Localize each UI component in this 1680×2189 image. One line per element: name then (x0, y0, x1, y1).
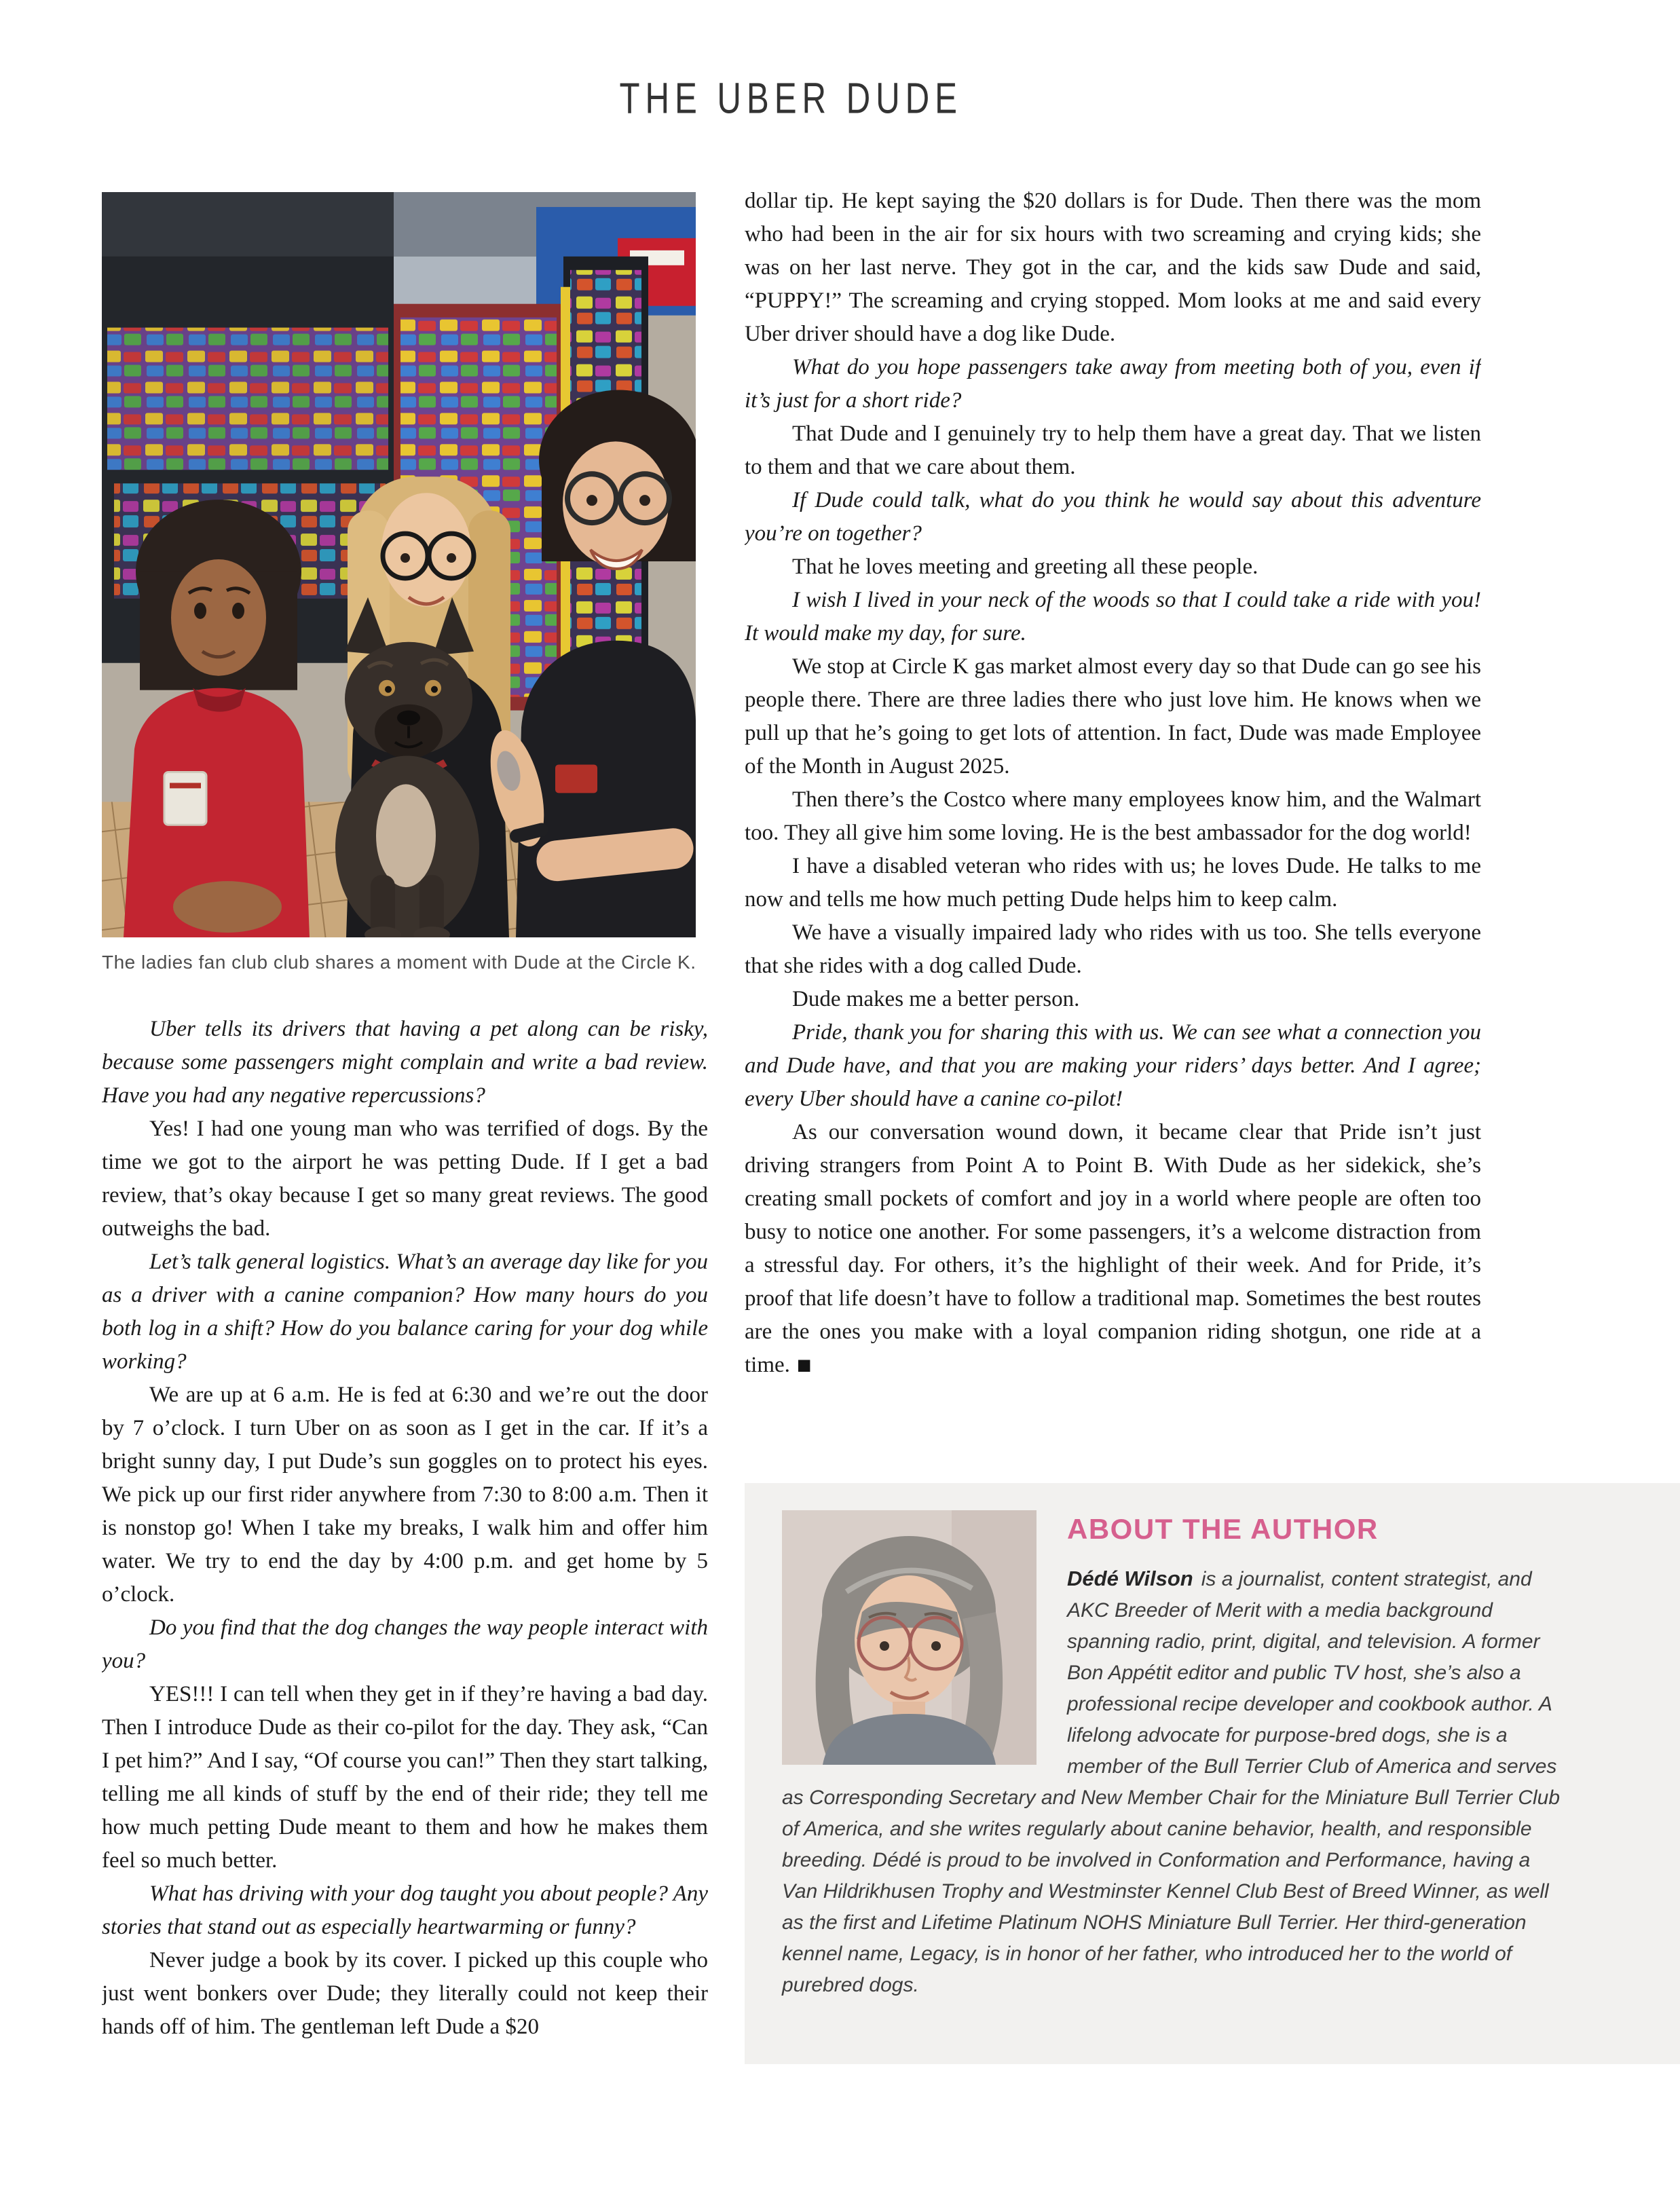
interview-answer: That Dude and I genuinely try to help them have a great day. That we listen to them and that we care about them. (745, 422, 1481, 479)
interview-answer: Never judge a book by its cover. I picked up this couple who just went bonkers over Dude; they literally could not keep their hands off of him. The gentleman left Dude a $20 (102, 1948, 708, 2039)
article-photo (102, 192, 696, 937)
interview-answer: We stop at Circle K gas market almost every day so that Dude can go see his people there. There are three ladies there who just love him. He knows when we pull up that he’s going to get lots of attention. In fact, Dude was made Employee of the Month in August 2025. (745, 654, 1481, 779)
author-name: Dédé Wilson (1067, 1567, 1193, 1590)
interview-question: Let’s talk general logistics. What’s an average day like for you as a driver with a canine companion? How many hours do you both log in a shift? How do you balance caring for your dog while working? (102, 1250, 708, 1374)
interview-answer: Then there’s the Costco where many employees know him, and the Walmart too. They all give him some loving. He is the best ambassador for the dog world! (745, 787, 1481, 845)
interview-answer: We are up at 6 a.m. He is fed at 6:30 and we’re out the door by 7 o’clock. I turn Uber on as soon as I get in the car. If it’s a bright sunny day, I put Dude’s sun goggles on to protect his eyes. We pick up our first rider anywhere from 7:30 to 8:00 a.m. Then it is nonstop go! When I take my breaks, I walk him and offer him water. We try to end the day by 4:00 p.m. and get home by 5 o’clock. (102, 1383, 708, 1607)
interview-question: Pride, thank you for sharing this with us. We can see what a connection you and Dude have, and that you are making your riders’ days better. And I agree; every Uber should have a canine co-pilot! (745, 1020, 1481, 1111)
right-column (745, 185, 1481, 1474)
interview-answer: That he loves meeting and greeting all these people. (792, 555, 1258, 579)
interview-answer: I have a disabled veteran who rides with us; he loves Dude. He talks to me now and tells me how much petting Dude helps him to keep calm. (745, 854, 1481, 912)
interview-question: I wish I lived in your neck of the woods so that I could take a ride with you! It would make my day, for sure. (745, 588, 1481, 646)
interview-answer: Dude makes me a better person. (792, 987, 1080, 1011)
interview-answer: As our conversation wound down, it became clear that Pride isn’t just driving strangers from Point A to Point B. With Dude as her sidekick, she’s creating small pockets of comfort and joy in a world where people are often too busy to notice one another. For some passengers, it’s a welcome distraction from a stressful day. For others, it’s the highlight of their week. And for Pride, it’s proof that life doesn’t have to follow a traditional map. Sometimes the best routes are the ones you make with a loyal companion riding shotgun, one ride at a time. ■ (745, 1120, 1481, 1379)
interview-question: If Dude could talk, what do you think he would say about this adventure you’re on together? (745, 488, 1481, 546)
store-scene-illustration (102, 192, 696, 937)
page-title-text: THE UBER DUDE (619, 73, 963, 123)
page-title (102, 73, 1480, 123)
about-author-box (745, 1483, 1680, 2064)
interview-question: What has driving with your dog taught you about people? Any stories that stand out as especially heartwarming or funny? (102, 1882, 708, 1939)
interview-question: Do you find that the dog changes the way people interact with you? (102, 1615, 708, 1673)
interview-answer: We have a visually impaired lady who rides with us too. She tells everyone that she rides with a dog called Dude. (745, 920, 1481, 978)
interview-question: What do you hope passengers take away from meeting both of you, even if it’s just for a short ride? (745, 355, 1481, 413)
end-mark: ■ (796, 1351, 812, 1379)
woman-red-polo-left (124, 500, 310, 937)
author-bio-text: is a journalist, content strategist, and AKC Breeder of Merit with a media background spanning radio, print, digital, and television. A former Bon Appétit editor and public TV host, she’s also a professional recipe developer and cookbook author. A lifelong advocate for purpose-bred dogs, she is a member of the Bull Terrier Club of America and serves as Corresponding Secretary and New Member Chair for the Miniature Bull Terrier Club of America, and she writes regularly about canine behavior, health, and responsible breeding. Dédé is proud to be involved in Conformation and Performance, having a Van Hildrikhusen Trophy and Westminster Kennel Club Best of Breed Winner, as well as the first and Lifetime Platinum NOHS Miniature Bull Terrier. Her third-generation kennel name, Legacy, is in honor of her father, who introduced her to the world of purebred dogs. (782, 1568, 1561, 1996)
interview-answer: Yes! I had one young man who was terrified of dogs. By the time we got to the airport he was petting Dude. If I get a bad review, that’s okay because I get so many great reviews. The good outweighs the bad. (102, 1117, 708, 1241)
photo-caption: The ladies fan club club shares a moment with Dude at the Circle K. (102, 952, 696, 973)
author-photo (782, 1510, 1037, 1765)
about-heading: ABOUT THE AUTHOR (1067, 1513, 1379, 1545)
interview-question: Uber tells its drivers that having a pet along can be risky, because some passengers might complain and write a bad review. Have you had any negative repercussions? (102, 1017, 708, 1108)
author-portrait-illustration (782, 1510, 1037, 1765)
left-column (102, 1013, 708, 2099)
interview-answer: dollar tip. He kept saying the $20 dollars is for Dude. Then there was the mom who had been in the air for six hours with two screaming and crying kids; she was on her last nerve. They got in the car, and the kids saw Dude and said, “PUPPY!” The screaming and crying stopped. Mom looks at me and said every Uber driver should have a dog like Dude. (745, 189, 1481, 346)
interview-answer: YES!!! I can tell when they get in if they’re having a bad day. Then I introduce Dude as their co-pilot for the day. They ask, “Can I pet him?” And I say, “Of course you can!” Then they start talking, telling me all kinds of stuff by the end of their ride; they tell me how much petting Dude meant to them and how he makes them feel so much better. (102, 1682, 708, 1873)
